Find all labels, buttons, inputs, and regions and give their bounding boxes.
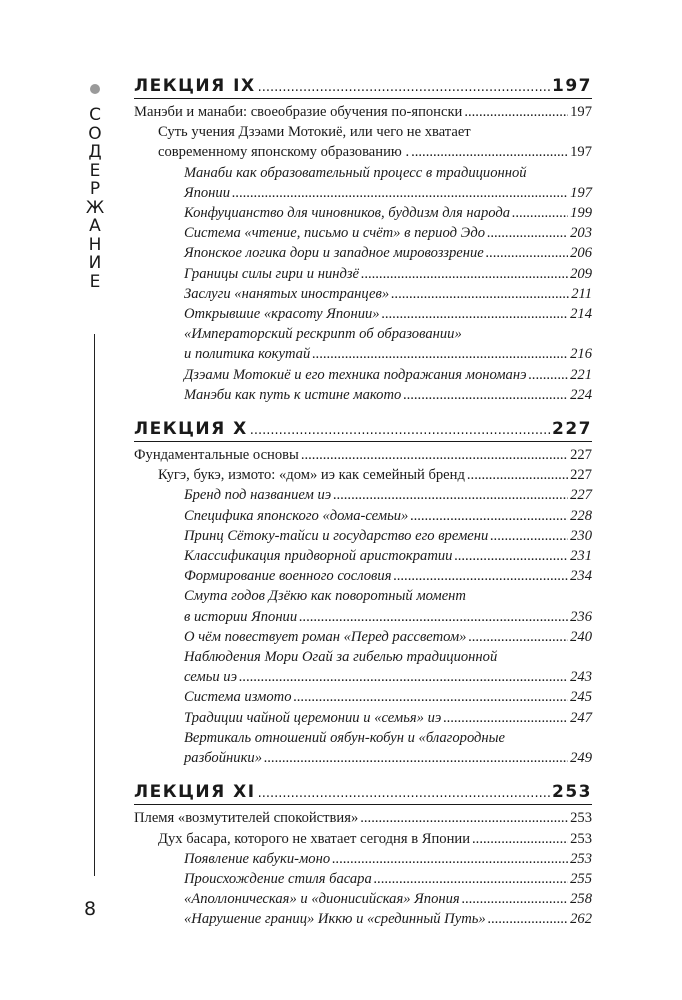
lecture-block xyxy=(134,76,592,405)
toc-entry-title: Манэби как путь к истине макото xyxy=(184,386,402,403)
dot-leader xyxy=(403,385,568,405)
title-letter: Е xyxy=(89,271,101,292)
dot-leader xyxy=(391,284,569,304)
toc-entry-page: 197 xyxy=(570,144,592,161)
toc-entry-page: 197 xyxy=(570,184,592,201)
title-letter: Д xyxy=(88,142,102,162)
toc-entry[interactable] xyxy=(134,808,592,828)
toc-entry-title: семьи иэ xyxy=(184,669,238,686)
dot-leader xyxy=(454,546,568,566)
toc-entry-title: О чём повествует роман «Перед рассветом» xyxy=(184,628,467,645)
toc-entry-title: Племя «возмутителей спокойствия» xyxy=(134,810,359,827)
dot-leader xyxy=(488,909,568,929)
toc-entry-title: Фундаментальные основы xyxy=(134,447,299,464)
toc-entry-line: Манаби как образовательный процесс в традиционной xyxy=(184,164,527,181)
toc-entry[interactable] xyxy=(134,526,592,546)
toc-entry-page: 249 xyxy=(570,750,592,767)
toc-entry-title: «Аполлоническая» и «дионисийская» Япония xyxy=(184,891,460,908)
toc-entry[interactable] xyxy=(134,708,592,728)
toc-entry-title: Происхождение стиля басара xyxy=(184,870,372,887)
toc-entry-title: Заслуги «нанятых иностранцев» xyxy=(184,285,390,302)
dot-leader xyxy=(232,183,568,203)
toc-entry-title: Японское логика дори и западное мировоззрение xyxy=(184,245,484,262)
dot-leader xyxy=(472,829,568,849)
toc-entry-title: Принц Сётоку-тайси и государство его времени xyxy=(184,527,489,544)
toc-entry-title: «Нарушение границ» Иккю и «срединный Путь» xyxy=(184,911,486,928)
toc-entry[interactable] xyxy=(134,909,592,929)
toc-entry-line: Вертикаль отношений оябун-кобун и «благородные xyxy=(184,729,506,746)
toc-entry-page: 227 xyxy=(570,467,592,484)
toc-entry[interactable] xyxy=(134,243,592,263)
dot-leader xyxy=(382,304,569,324)
lecture-heading[interactable] xyxy=(134,419,592,442)
toc-entry[interactable] xyxy=(134,284,592,304)
dot-leader xyxy=(529,365,569,385)
toc-entry[interactable] xyxy=(134,849,592,869)
toc-entry-page: 253 xyxy=(570,850,592,867)
toc-entry-line: Наблюдения Мори Огай за гибелью традиционной xyxy=(184,649,498,666)
lecture-page: 197 xyxy=(552,76,592,96)
title-letter: Р xyxy=(89,179,101,199)
toc-entry[interactable] xyxy=(134,485,592,505)
dot-leader xyxy=(332,849,568,869)
toc-entry-page: 253 xyxy=(570,830,592,847)
lecture-title: ЛЕКЦИЯ XI xyxy=(134,782,256,803)
toc-entry-page: 255 xyxy=(570,870,592,887)
toc-entry-title: Открывшие «красоту Японии» xyxy=(184,306,380,323)
toc-entry[interactable] xyxy=(134,445,592,465)
toc-entry-title: Система «чтение, письмо и счёт» в период Эдо xyxy=(184,225,486,242)
toc-entry-page: 236 xyxy=(570,608,592,625)
dot-leader xyxy=(258,80,550,95)
dot-leader xyxy=(239,667,568,687)
dot-leader xyxy=(467,465,568,485)
toc-entry-title: Кугэ, букэ, измото: «дом» иэ как семейный бренд xyxy=(158,467,465,484)
toc-entry-page: 197 xyxy=(570,104,592,120)
toc-entry-page: 253 xyxy=(570,810,592,827)
dot-leader xyxy=(411,142,568,162)
toc-entry-page: 224 xyxy=(570,386,592,403)
toc-entry-page: 227 xyxy=(570,487,592,504)
title-letter: Ж xyxy=(85,197,105,218)
dot-leader xyxy=(487,223,568,243)
toc-entry-title: Традиции чайной церемонии и «семья» иэ xyxy=(184,709,442,726)
lecture-heading[interactable] xyxy=(134,76,592,99)
title-letter: Н xyxy=(88,234,102,255)
toc-entry[interactable] xyxy=(134,546,592,566)
toc-entry[interactable] xyxy=(134,607,592,627)
page-number: 8 xyxy=(84,898,97,920)
sidebar xyxy=(78,84,112,291)
toc-entry[interactable] xyxy=(134,344,592,364)
lecture-block xyxy=(134,782,592,929)
lecture-title: ЛЕКЦИЯ X xyxy=(134,419,248,440)
toc-entry-title: в истории Японии xyxy=(184,608,298,625)
toc-entry[interactable] xyxy=(134,627,592,647)
lecture-page: 227 xyxy=(552,419,592,440)
bullet-dot-icon xyxy=(90,84,100,94)
toc-entry-title: разбойники» xyxy=(184,750,262,767)
dot-leader xyxy=(462,889,568,909)
dot-leader xyxy=(410,506,568,526)
toc-entry-line: Смута годов Дзёкю как поворотный момент xyxy=(184,588,466,605)
toc-entry-line: «Императорский рескрипт об образовании» xyxy=(184,326,462,343)
toc-entry[interactable] xyxy=(134,203,592,223)
toc-entry-page: 209 xyxy=(570,265,592,282)
toc-entry-page: 234 xyxy=(570,568,592,585)
toc-entry-page: 245 xyxy=(570,689,592,706)
toc-entry-title: Дзэами Мотокиё и его техника подражания мономанэ xyxy=(184,366,527,383)
toc-entry[interactable] xyxy=(134,506,592,526)
toc-entry-page: 214 xyxy=(570,306,592,323)
toc-entry-title: и политика кокутай xyxy=(184,346,311,363)
toc-entry-title: Японии xyxy=(184,184,231,201)
toc-entry[interactable] xyxy=(134,183,592,203)
title-letter: О xyxy=(88,123,102,144)
dot-leader xyxy=(393,566,568,586)
toc-entry-page: 240 xyxy=(570,628,592,645)
dot-leader xyxy=(361,264,568,284)
title-letter: А xyxy=(89,216,101,236)
dot-leader xyxy=(512,203,568,223)
vertical-title xyxy=(78,106,112,291)
lecture-block xyxy=(134,419,592,768)
toc-entry-page: 247 xyxy=(570,709,592,726)
table-of-contents xyxy=(134,76,592,944)
dot-leader xyxy=(468,627,568,647)
dot-leader xyxy=(301,445,568,465)
toc-entry-page: 258 xyxy=(570,891,592,908)
toc-entry[interactable] xyxy=(134,869,592,889)
toc-entry-page: 228 xyxy=(570,507,592,524)
dot-leader xyxy=(250,423,550,438)
toc-entry[interactable] xyxy=(134,365,592,385)
toc-entry-page: 243 xyxy=(570,669,592,686)
toc-entry[interactable] xyxy=(134,889,592,909)
toc-entry-title: Дух басара, которого не хватает сегодня в Японии xyxy=(158,830,471,847)
toc-entry[interactable] xyxy=(134,829,592,849)
dot-leader xyxy=(312,344,568,364)
dot-leader xyxy=(486,243,568,263)
title-letter: Е xyxy=(89,160,101,181)
toc-entry[interactable] xyxy=(134,223,592,243)
toc-entry-page: 262 xyxy=(570,911,592,928)
toc-entry-title: Формирование военного сословия xyxy=(184,568,392,585)
toc-entry-title: Конфуцианство для чиновников, буддизм для народа xyxy=(184,205,511,222)
toc-entry[interactable] xyxy=(134,667,592,687)
toc-entry[interactable] xyxy=(134,385,592,405)
dot-leader xyxy=(490,526,568,546)
toc-entry-title: Манэби и манаби: своеобразие обучения по-японски xyxy=(134,104,463,120)
toc-entry[interactable] xyxy=(134,264,592,284)
dot-leader xyxy=(299,607,568,627)
toc-entry-page: 216 xyxy=(570,346,592,363)
lecture-page: 253 xyxy=(552,782,592,803)
toc-entry-page: 199 xyxy=(570,205,592,222)
toc-entry-title: Бренд под названием иэ xyxy=(184,487,332,504)
dot-leader xyxy=(360,808,568,828)
dot-leader xyxy=(443,708,568,728)
dot-leader xyxy=(294,687,569,707)
title-letter: С xyxy=(89,105,101,125)
toc-entry-line: Суть учения Дзэами Мотокиё, или чего не хватает xyxy=(158,124,471,141)
toc-entry[interactable] xyxy=(134,748,592,768)
toc-entry-page: 230 xyxy=(570,527,592,544)
toc-entry-page: 211 xyxy=(571,285,592,302)
toc-entry-page: 227 xyxy=(570,447,592,464)
lecture-title: ЛЕКЦИЯ IX xyxy=(134,76,256,96)
toc-entry-page: 221 xyxy=(570,366,592,383)
dot-leader xyxy=(333,485,568,505)
toc-entry[interactable] xyxy=(134,687,592,707)
toc-entry[interactable] xyxy=(134,566,592,586)
toc-entry[interactable] xyxy=(134,304,592,324)
toc-entry-title: Границы силы гири и ниндзё xyxy=(184,265,360,282)
toc-entry[interactable] xyxy=(134,102,592,122)
toc-entry-title: Специфика японского «дома-семьи» xyxy=(184,507,409,524)
dot-leader xyxy=(374,869,568,889)
toc-entry[interactable] xyxy=(134,465,592,485)
toc-entry-title: Классификация придворной аристократии xyxy=(184,548,453,565)
lecture-heading[interactable] xyxy=(134,782,592,805)
toc-entry-title: современному японскому образованию . xyxy=(158,144,410,161)
toc-entry-title: Система измото xyxy=(184,689,292,706)
toc-entry-page: 231 xyxy=(570,548,592,565)
sidebar-rule xyxy=(94,334,95,876)
toc-entry[interactable] xyxy=(134,142,592,162)
toc-entry-page: 206 xyxy=(570,245,592,262)
dot-leader xyxy=(464,102,568,122)
dot-leader xyxy=(264,748,568,768)
toc-entry-title: Появление кабуки-моно xyxy=(184,850,331,867)
toc-entry-page: 203 xyxy=(570,225,592,242)
dot-leader xyxy=(258,786,550,801)
title-letter: И xyxy=(88,253,102,273)
